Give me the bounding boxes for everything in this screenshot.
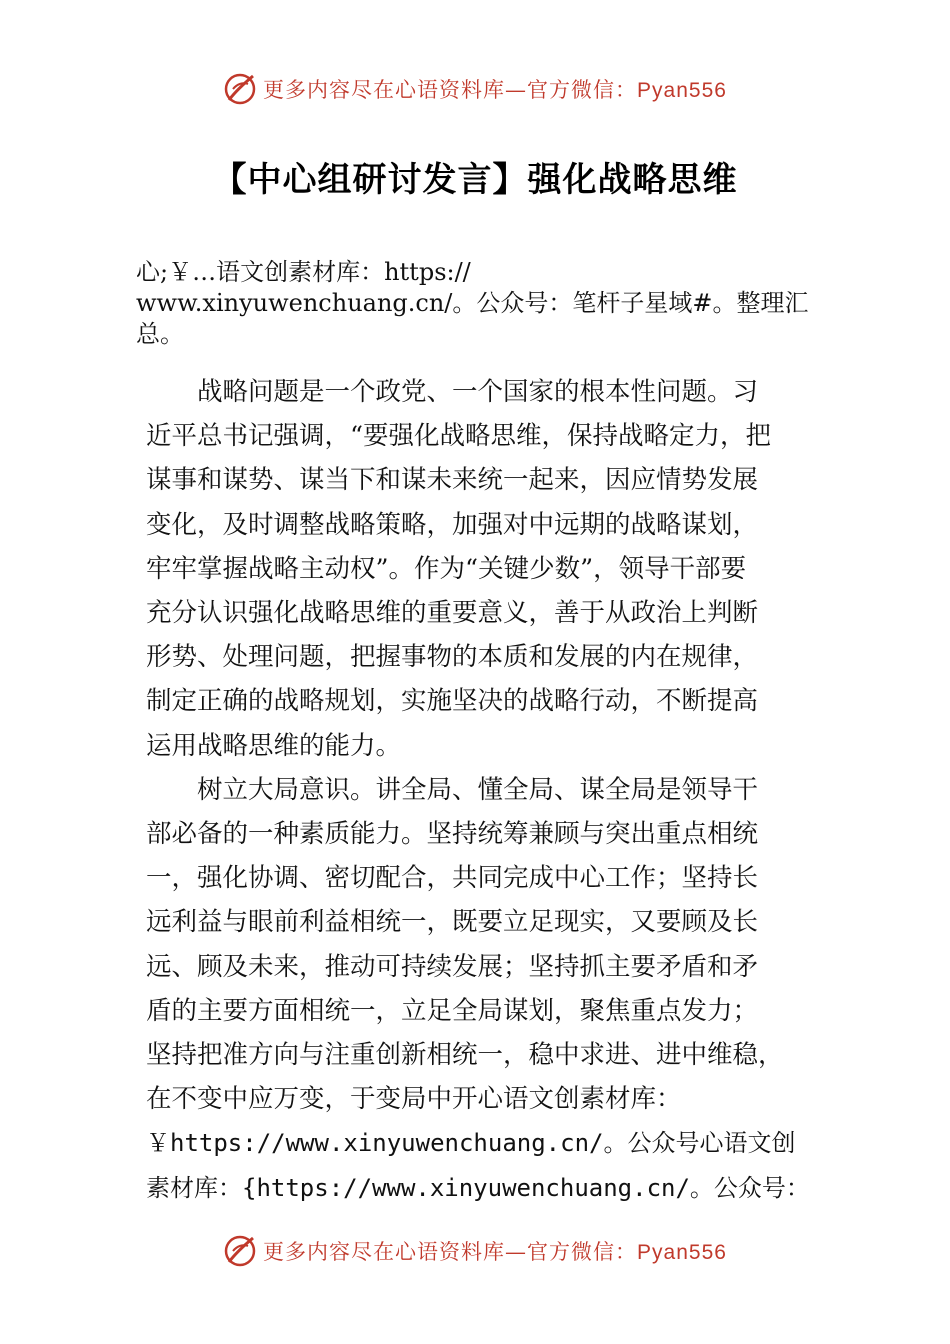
paragraph-2-line: 坚持把准方向与注重创新相统一，稳中求进、进中维稳， xyxy=(146,1040,784,1071)
paragraph-1-line: 牢牢掌握战略主动权”。作为“关键少数”，领导干部要 xyxy=(146,553,747,584)
banner-text: 更多内容尽在心语资料库—官方微信：Pyan556 xyxy=(263,78,727,102)
banner-text: 更多内容尽在心语资料库—官方微信：Pyan556 xyxy=(263,1240,727,1264)
paragraph-2-line: 部必备的一种素质能力。坚持统筹兼顾与突出重点相统 xyxy=(146,819,759,850)
wechat-id: Pyan556 xyxy=(637,1241,727,1264)
paragraph-2-line: 远利益与眼前利益相统一，既要立足现实，又要顾及长 xyxy=(146,907,759,938)
paragraph-2-line: 盾的主要方面相统一，立足全局谋划，聚焦重点发力； xyxy=(146,995,759,1026)
brush-logo-icon xyxy=(223,72,257,106)
paragraph-2-line: 远、顾及未来，推动可持续发展；坚持抓主要矛盾和矛 xyxy=(146,951,759,982)
source-note xyxy=(136,257,836,350)
source-line: 心;￥…语文创素材库：https:// xyxy=(136,258,471,286)
paragraph-2-line: 一，强化协调、密切配合，共同完成中心工作；坚持长 xyxy=(146,863,759,894)
brush-logo-icon xyxy=(223,1234,257,1268)
header-banner xyxy=(0,72,950,106)
paragraph-1-line: 变化，及时调整战略策略，加强对中远期的战略谋划， xyxy=(146,509,759,540)
document-title: 【中心组研讨发言】强化战略思维 xyxy=(212,160,738,200)
paragraph-1-line: 制定正确的战略规划，实施坚决的战略行动，不断提高 xyxy=(146,686,759,717)
paragraph-2-line: 树立大局意识。讲全局、懂全局、谋全局是领导干 xyxy=(146,774,759,805)
paragraph-2-line: 素材库：{https://www.xinyuwenchuang.cn/。公众号： xyxy=(146,1173,810,1202)
paragraph-1-line: 战略问题是一个政党、一个国家的根本性问题。习 xyxy=(146,377,759,407)
wechat-id: Pyan556 xyxy=(637,79,727,102)
paragraph-1-line: 近平总书记强调，“要强化战略思维，保持战略定力，把 xyxy=(146,421,772,452)
source-line: 总。 xyxy=(136,320,184,348)
document-body xyxy=(146,370,826,1210)
paragraph-2-line: 在不变中应万变，于变局中开心语文创素材库： xyxy=(146,1084,682,1115)
paragraph-2-line: ￥https://www.xinyuwenchuang.cn/。公众号心语文创 xyxy=(146,1129,796,1158)
paragraph-1-line: 充分认识强化战略思维的重要意义，善于从政治上判断 xyxy=(146,598,759,629)
paragraph-1-line: 谋事和谋势、谋当下和谋未来统一起来，因应情势发展 xyxy=(146,465,759,496)
source-line: www.xinyuwenchuang.cn/。公众号：笔杆子星域#。整理汇 xyxy=(136,289,809,317)
footer-banner xyxy=(0,1234,950,1268)
paragraph-1-line: 运用战略思维的能力。 xyxy=(146,730,402,761)
paragraph-1-line: 形势、处理问题，把握事物的本质和发展的内在规律， xyxy=(146,642,759,673)
